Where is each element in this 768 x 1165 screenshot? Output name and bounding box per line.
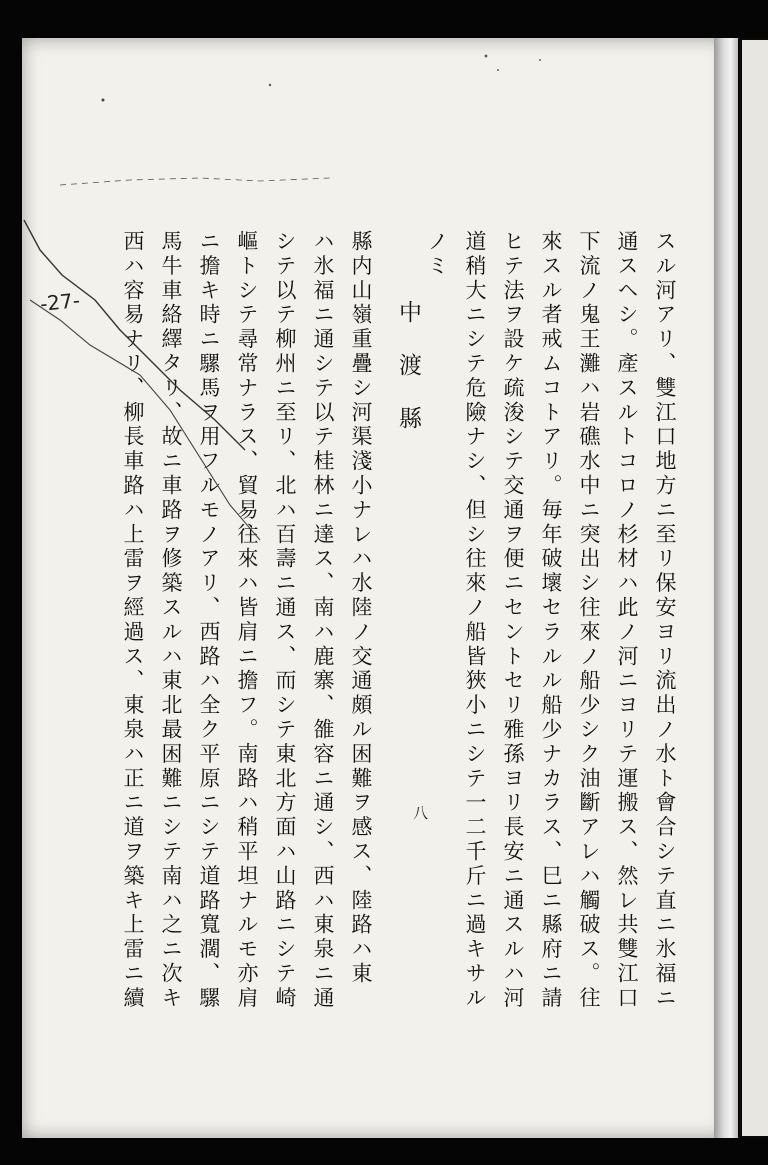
text-column: 縣内山嶺重疊シ河渠淺小ナレハ水陸ノ交通頗ル困難ヲ感ス、陸路ハ東 bbox=[349, 230, 373, 987]
text-column: 道稍大ニシテ危險ナシ、但シ往來ノ船皆狹小ニシテ一二千斤ニ過キサル bbox=[463, 230, 487, 1011]
page-number: 八 bbox=[411, 805, 429, 820]
text-column: 來スル者戒ムコトアリ。毎年破壞セラルル船少ナカラス、巳ニ縣府ニ請 bbox=[539, 230, 563, 1011]
text-column: 嶇トシテ尋常ナラス、貿易往來ハ皆肩ニ擔フ。南路ハ稍平坦ナルモ亦肩 bbox=[235, 230, 259, 1011]
text-column: 馬牛車絡繹タリ、故ニ車路ヲ修築スルハ東北最困難ニシテ南ハ之ニ次キ bbox=[159, 230, 183, 1011]
text-column: ニ擔キ時ニ騾馬ヲ用フルモノアリ、西路ハ全ク平原ニシテ道路寬濶、騾 bbox=[197, 230, 221, 1011]
text-column: シテ以テ柳州ニ至リ、北ハ百壽ニ通ス、而シテ東北方面ハ山路ニシテ崎 bbox=[273, 230, 297, 1011]
text-column: ノミ bbox=[425, 230, 449, 279]
text-column: ヒテ法ヲ設ケ疏浚シテ交通ヲ便ニセントセリ雅孫ヨリ長安ニ通スルハ河 bbox=[501, 230, 525, 1011]
text-column: 西ハ容易ナリ、柳長車路ハ上雷ヲ經過ス、東泉ハ正ニ道ヲ築キ上雷ニ續 bbox=[121, 230, 145, 1011]
facing-page-edge bbox=[742, 40, 768, 1136]
handwritten-page-number: -27- bbox=[38, 287, 82, 317]
page-edge bbox=[714, 38, 738, 1138]
text-column: 下流ノ鬼王灘ハ岩礁水中ニ突出シ往來ノ船少シク油斷アレハ觸破ス。往 bbox=[577, 230, 601, 1011]
text-column: 通スヘシ。產スルトコロノ杉材ハ此ノ河ニヨリテ運搬ス、然レ共雙江口 bbox=[615, 230, 639, 1011]
text-column: ハ氷福ニ通シテ以テ桂林ニ達ス、南ハ鹿寨、雒容ニ通シ、西ハ東泉ニ通 bbox=[311, 230, 335, 1011]
text-column: スル河アリ、雙江口地方ニ至リ保安ヨリ流出ノ水ト會合シテ直ニ氷福ニ bbox=[653, 230, 677, 1011]
section-heading: 中渡縣 bbox=[395, 300, 421, 459]
